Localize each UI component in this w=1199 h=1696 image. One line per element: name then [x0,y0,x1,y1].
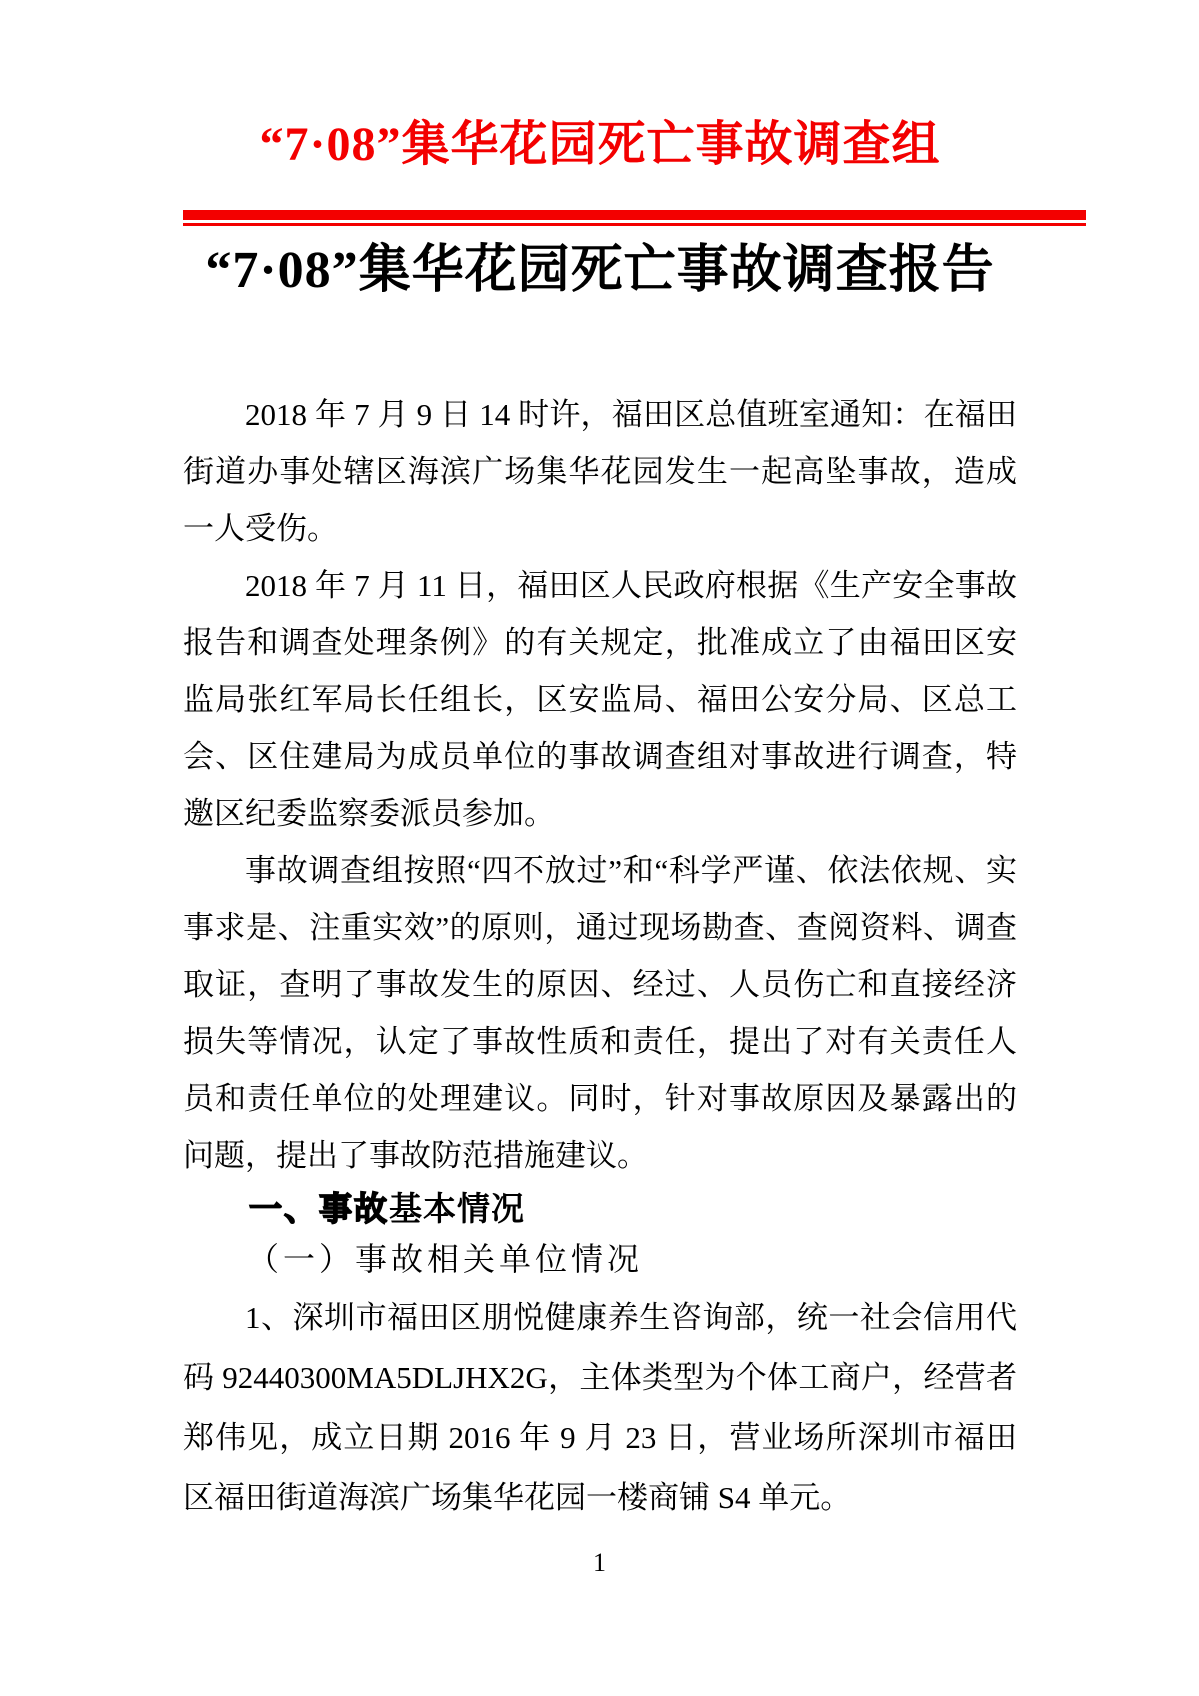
body-paragraph-notification: 2018 年 7 月 9 日 14 时许，福田区总值班室通知：在福田街道办事处辖区海滨广场集华花园发生一起高坠事故，造成一人受伤。 [183,397,1017,546]
section-heading [183,1184,1017,1234]
section-heading-number: 一、事故 [249,1190,389,1227]
letterhead-rule [183,210,1086,226]
document-title: “7·08”集华花园死亡事故调查报告 [205,242,995,299]
document-body [183,386,1017,1528]
letterhead [183,116,1017,226]
letterhead-title: “7·08”集华花园死亡事故调查组 [259,118,941,171]
subsection-heading: （一）事故相关单位情况 [247,1241,644,1277]
section-heading-text: 基本情况 [389,1190,525,1227]
company-paragraph: 1、深圳市福田区朋悦健康养生咨询部，统一社会信用代码 92440300MA5DLJHX2G，主体类型为个体工商户，经营者郑伟见，成立日期 2016 年 9 月 23 日，营业场所深圳市福田区福田街道海滨广场集华花园一楼商铺 S4 单元。 [183,1300,1017,1515]
body-paragraph-investigation-team: 2018 年 7 月 11 日，福田区人民政府根据《生产安全事故报告和调查处理条例》的有关规定，批准成立了由福田区安监局张红军局长任组长，区安监局、福田公安分局、区总工会、区住建局为成员单位的事故调查组对事故进行调查，特邀区纪委监察委派员参加。 [183,568,1017,831]
page-number: 1 [593,1548,606,1577]
body-paragraph-principles: 事故调查组按照“四不放过”和“科学严谨、依法依规、实事求是、注重实效”的原则，通过现场勘查、查阅资料、调查取证，查明了事故发生的原因、经过、人员伤亡和直接经济损失等情况，认定了事故性质和责任，提出了对有关责任人员和责任单位的处理建议。同时，针对事故原因及暴露出的问题，提出了事故防范措施建议。 [183,853,1017,1173]
